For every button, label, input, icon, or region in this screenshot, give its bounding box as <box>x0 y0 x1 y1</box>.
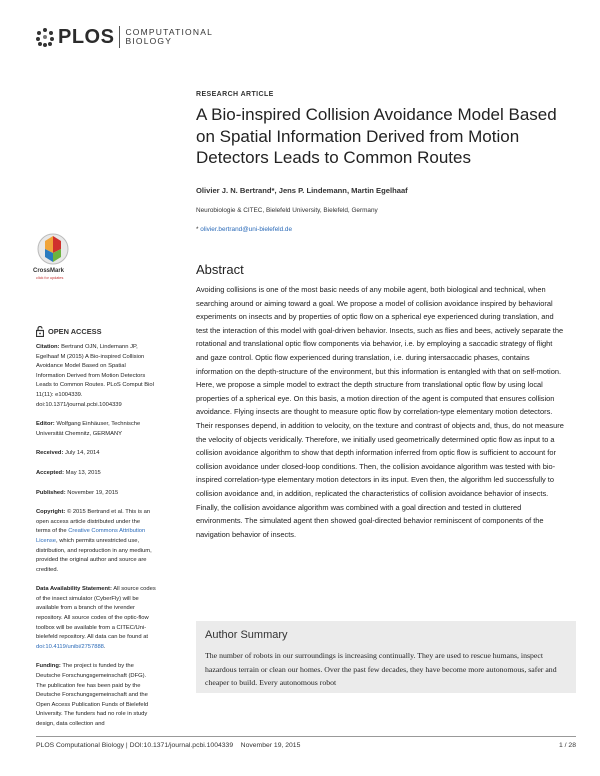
accepted-block <box>36 469 156 479</box>
article-info-sidebar <box>36 326 156 740</box>
journal-name-line1: COMPUTATIONAL <box>125 27 213 37</box>
abstract-text: Avoiding collisions is one of the most basic needs of any mobile agent, both biological and technical, when searching around or aiming toward a goal. We propose a model of collision avoidance inspired by behavioral experiments on insects and by properties of optic flow on a spherical eye experienced during translation, and test the interaction of this model with goal-driven behavior. Insects, such as flies and bees, actively separate the rotational and translational optic flow components via behavior, i.e. by employing a saccadic strategy of flight and gaze control. Optic flow experienced during translation, i.e. during intersaccadic phases, contains information on the depth-structure of the environment, but this information is entangled with that on self-motion. Here, we propose a simple model to extract the depth structure from translational optic flow by using local properties of a spherical eye. On this basis, a motion direction of the agent is computed that ensures collision avoidance. Flying insects are thought to measure optic flow by correlation-type elementary motion detectors. Their responses depend, in addition to velocity, on the texture and contrast of objects and, thus, do not measure the velocity of objects veridically. Therefore, we initially used geometrically determined optic flow as input to a collision avoidance algorithm to show that depth information inferred from optic flow is sufficient to account for collision avoidance under closed-loop conditions. Then, the collision avoidance algorithm was tested with bio-inspired correlation-type elementary motion detectors in its input. Even then, the algorithm led successfully to collision avoidance and, in addition, replicated the characteristics of collision avoidance behavior of insects. Finally, the collision avoidance algorithm was combined with a goal direction and tested in cluttered environments. The simulated agent then showed goal-directed behavior reminiscent of components of the navigation behavior of insects. <box>196 285 564 539</box>
abstract-heading: Abstract <box>196 262 244 277</box>
open-access-badge <box>36 326 156 337</box>
author-summary-heading: Author Summary <box>205 629 288 641</box>
editor-block <box>36 420 156 439</box>
published-text: November 19, 2015 <box>67 489 119 496</box>
copyright-block <box>36 508 156 575</box>
article-type: RESEARCH ARTICLE <box>196 91 274 98</box>
copyright-text: © 2015 Bertrand et al. This is an open access article distributed under the terms of the <box>36 509 151 535</box>
journal-name <box>125 28 213 46</box>
editor-label: Editor: <box>36 421 55 428</box>
data-availability-label: Data Availability Statement: <box>36 586 112 593</box>
copyright-text-end: , which permits unrestricted use, distribution, and reproduction in any medium, provided the original author and source are credited. <box>36 537 152 573</box>
crossmark-label[interactable]: CrossMark <box>33 268 65 274</box>
accepted-text: May 13, 2015 <box>65 469 101 476</box>
author-list: Olivier J. N. Bertrand*, Jens P. Lindemann, Martin Egelhaaf <box>196 186 408 195</box>
citation-label: Citation: <box>36 344 60 350</box>
received-block <box>36 449 156 459</box>
accepted-label: Accepted: <box>36 469 65 476</box>
corresponding-email[interactable] <box>196 226 292 233</box>
citation-block <box>36 343 156 410</box>
copyright-label: Copyright: <box>36 509 66 516</box>
citation-text: Bertrand OJN, Lindemann JP, Egelhaaf M (2015) A Bio-inspired Collision Avoidance Model Based on Spatial Information Derived from Motion Detectors Leads to Common Routes. PLoS Comput Biol 11(11): e1004339. doi:10.1371/journal.pcbi.1004339 <box>36 344 154 408</box>
article-title: A Bio-inspired Collision Avoidance Model Based on Spatial Information Derived from Motion Detectors Leads to Common Routes <box>196 105 557 167</box>
affiliation: Neurobiologie & CITEC, Bielefeld University, Bielefeld, Germany <box>196 207 378 214</box>
funding-label: Funding: <box>36 663 61 670</box>
open-lock-icon <box>36 326 44 337</box>
received-text: July 14, 2014 <box>65 450 100 457</box>
crossmark-icon[interactable] <box>36 232 70 268</box>
crossmark-sub[interactable]: click for updates <box>36 276 64 280</box>
email-link[interactable]: olivier.bertrand@uni-bielefeld.de <box>200 226 293 233</box>
journal-logo[interactable] <box>36 26 213 48</box>
email-marker: * <box>196 226 199 233</box>
received-label: Received: <box>36 450 64 457</box>
license-link[interactable]: Creative Commons Attribution License <box>36 528 146 544</box>
logo-divider <box>119 26 120 48</box>
published-label: Published: <box>36 489 66 496</box>
funding-text: The project is funded by the Deutsche Forschungsgemeinschaft (DFG). The publication fee has been paid by the Deutsche Forschungsgemeinschaft and the Open Access Publication Funds of Bielefeld University. The funders had no role in study design, data collection and <box>36 663 149 727</box>
footer-citation: PLOS Computational Biology | DOI:10.1371/journal.pcbi.1004339 November 19, 2015 <box>36 742 301 749</box>
open-access-label: OPEN ACCESS <box>48 326 102 336</box>
data-availability-block <box>36 585 156 652</box>
footer-divider <box>36 736 576 737</box>
logo-text: PLOS <box>58 25 115 48</box>
author-summary-text: The number of robots in our surroundings is increasing continually. They are used to rescue humans, inspect hazardous terrain or clean our homes. Over the past few decades, they have become more autonomous, safer and cheaper to build. Every autonomous robot <box>205 651 557 688</box>
journal-name-line2: BIOLOGY <box>125 36 173 46</box>
data-availability-text: All source codes of the insect simulator (CyberFly) will be available from a branch of the ivrender repository. All source codes of the optic-flow toolbox will be available from a CITEC/Uni-bielefeld repository. All data can be found at <box>36 586 156 641</box>
data-doi-link[interactable]: doi:10.4119/unibi/2757888 <box>36 643 104 650</box>
plos-dots-icon <box>36 28 54 46</box>
editor-text: Wolfgang Einhäuser, Technische Universität Chemnitz, GERMANY <box>36 421 141 437</box>
data-availability-end: . <box>103 643 106 650</box>
page-number: 1 / 28 <box>558 742 576 749</box>
published-block <box>36 489 156 499</box>
funding-block <box>36 662 156 729</box>
